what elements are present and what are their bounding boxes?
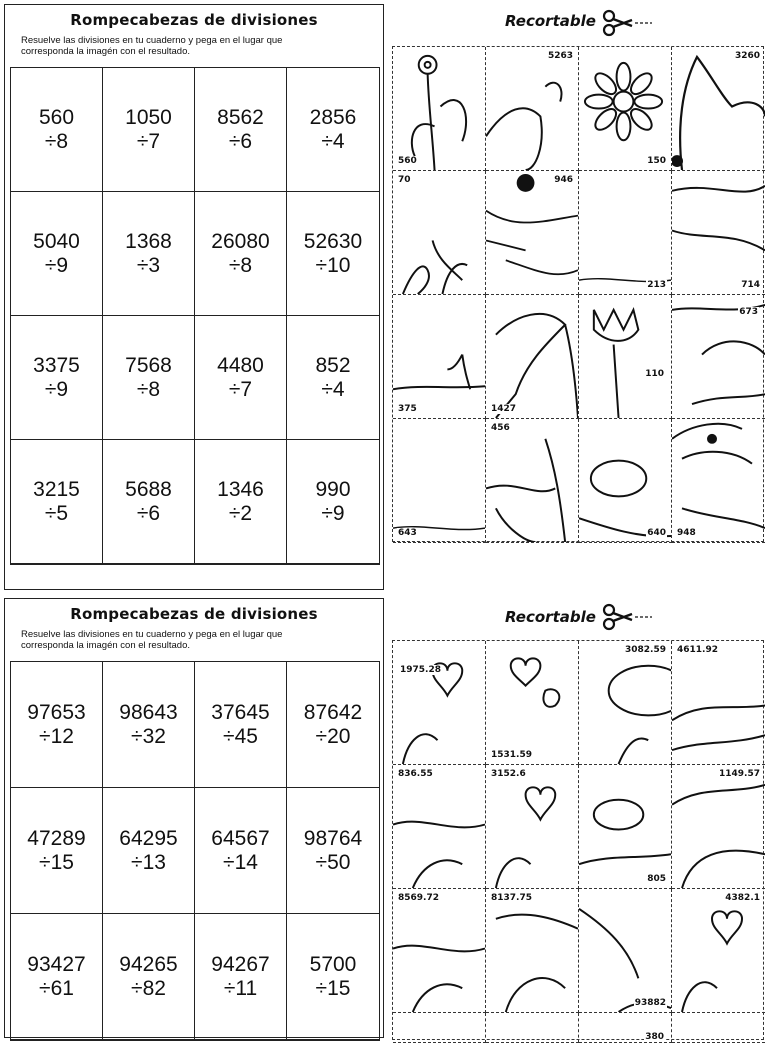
divisor: ÷4 [321, 377, 345, 401]
worksheet-title: Rompecabezas de divisiones [70, 605, 318, 623]
puzzle-piece [579, 171, 672, 295]
division-problem [195, 788, 287, 914]
divisor: ÷2 [228, 501, 253, 525]
puzzle-piece [393, 1013, 486, 1043]
dividend: 37645 [211, 700, 270, 724]
puzzle-piece [672, 171, 765, 295]
division-grid [10, 661, 380, 1041]
piece-answer-label: 1531.59 [491, 750, 532, 760]
division-problem [11, 68, 103, 192]
division-problem [287, 440, 379, 564]
puzzle-piece [579, 47, 672, 171]
dividend: 5700 [309, 952, 357, 976]
piece-answer-label: 8137.75 [491, 893, 532, 903]
division-problem [103, 662, 195, 788]
division-problem [103, 192, 195, 316]
division-problem [195, 662, 287, 788]
dividend: 560 [38, 105, 75, 129]
puzzle-piece [579, 641, 672, 765]
dividend: 1346 [217, 477, 264, 501]
division-problem [103, 788, 195, 914]
division-problem [195, 68, 287, 192]
scissors-icon [602, 602, 654, 636]
piece-answer-label: 948 [677, 528, 696, 538]
dividend: 7568 [125, 353, 172, 377]
divisor: ÷9 [321, 501, 345, 525]
piece-answer-label: 5263 [547, 51, 573, 61]
dividend: 8562 [217, 105, 264, 129]
dividend: 3215 [33, 477, 80, 501]
puzzle-piece [486, 641, 579, 765]
dividend: 93427 [27, 952, 86, 976]
divisor: ÷5 [44, 501, 69, 525]
dividend: 52630 [303, 229, 363, 253]
puzzle-piece [672, 1013, 765, 1043]
division-problem [195, 914, 287, 1040]
puzzle-piece [579, 889, 672, 1013]
dividend: 47289 [27, 826, 86, 850]
dividend: 2856 [309, 105, 357, 129]
dividend: 98643 [119, 700, 178, 724]
piece-answer-label: 8569.72 [398, 893, 439, 903]
dividend: 990 [315, 477, 351, 501]
puzzle-piece [672, 641, 765, 765]
dividend: 1368 [125, 229, 172, 253]
division-problem [11, 192, 103, 316]
puzzle-piece [486, 765, 579, 889]
worksheet-instructions: Resuelve las divisiones en tu cuaderno y pega en el lugar que corresponda la imagén con el resultado. [21, 35, 283, 57]
worksheet-instructions: Resuelve las divisiones en tu cuaderno y pega en el lugar que corresponda la imagén con el resultado. [21, 629, 283, 651]
division-problem [103, 914, 195, 1040]
puzzle-piece [486, 47, 579, 171]
puzzle-piece [579, 765, 672, 889]
division-problem [195, 440, 287, 564]
dividend: 94265 [119, 952, 178, 976]
piece-answer-label: 1427 [491, 404, 517, 414]
piece-answer-label: 380 [645, 1032, 664, 1042]
puzzle-piece [486, 171, 579, 295]
divisor: ÷82 [131, 976, 166, 1000]
scissors-icon [602, 8, 654, 42]
puzzle-piece [393, 171, 486, 295]
piece-answer-label: 836.55 [398, 769, 433, 779]
divisor: ÷4 [321, 129, 345, 153]
division-problem [195, 192, 287, 316]
divisor: ÷14 [223, 850, 258, 874]
puzzle-piece [672, 419, 765, 543]
division-problem [287, 316, 379, 440]
piece-answer-label: 4611.92 [677, 645, 718, 655]
piece-answer-label: 1149.57 [719, 769, 760, 779]
divisor: ÷8 [44, 129, 69, 153]
dividend: 26080 [211, 229, 270, 253]
piece-answer-label: 375 [398, 404, 417, 414]
piece-answer-label: 3260 [734, 51, 760, 61]
puzzle-piece [393, 419, 486, 543]
puzzle-piece [486, 295, 579, 419]
piece-answer-label: 1975.28 [400, 665, 441, 675]
recortable-heading: Recortable [505, 12, 596, 30]
dividend: 64567 [211, 826, 270, 850]
puzzle-piece [486, 419, 579, 543]
divisor: ÷50 [315, 850, 351, 874]
puzzle-piece [393, 889, 486, 1013]
recortable-heading: Recortable [505, 608, 596, 626]
puzzle-piece [672, 295, 765, 419]
dividend: 98764 [303, 826, 363, 850]
dividend: 852 [315, 353, 351, 377]
division-problem [11, 440, 103, 564]
divisor: ÷10 [315, 253, 351, 277]
piece-answer-label: 456 [491, 423, 510, 433]
piece-answer-label: 93882 [634, 998, 666, 1008]
dividend: 5688 [125, 477, 172, 501]
piece-answer-label: 643 [398, 528, 417, 538]
puzzle-piece [393, 295, 486, 419]
dividend: 4480 [217, 353, 264, 377]
divisor: ÷32 [131, 724, 166, 748]
divisor: ÷6 [136, 501, 161, 525]
divisor: ÷8 [136, 377, 161, 401]
piece-answer-label: 640 [647, 528, 666, 538]
puzzle-piece [579, 295, 672, 419]
worksheet-top [4, 4, 384, 590]
divisor: ÷9 [44, 377, 69, 401]
puzzle-piece [486, 889, 579, 1013]
division-problem [287, 68, 379, 192]
division-problem [11, 662, 103, 788]
dividend: 64295 [119, 826, 178, 850]
puzzle-piece [579, 1013, 672, 1043]
puzzle-piece [393, 765, 486, 889]
divisor: ÷3 [136, 253, 161, 277]
piece-answer-label: 673 [739, 307, 758, 317]
puzzle-piece [579, 419, 672, 543]
divisor: ÷6 [228, 129, 253, 153]
puzzle-piece [672, 765, 765, 889]
divisor: ÷45 [223, 724, 258, 748]
dividend: 97653 [27, 700, 86, 724]
piece-answer-label: 805 [647, 874, 666, 884]
dividend: 1050 [125, 105, 172, 129]
puzzle-piece [486, 1013, 579, 1043]
divisor: ÷12 [39, 724, 74, 748]
puzzle-pieces [392, 46, 764, 542]
dividend: 94267 [211, 952, 270, 976]
divisor: ÷8 [228, 253, 253, 277]
divisor: ÷11 [223, 976, 258, 1000]
piece-answer-label: 150 [647, 156, 666, 166]
division-problem [287, 662, 379, 788]
piece-answer-label: 3152.6 [491, 769, 526, 779]
dividend: 5040 [33, 229, 80, 253]
divisor: ÷61 [39, 976, 74, 1000]
division-problem [287, 788, 379, 914]
piece-answer-label: 3082.59 [625, 645, 666, 655]
division-problem [195, 316, 287, 440]
divisor: ÷15 [315, 976, 351, 1000]
division-problem [103, 440, 195, 564]
puzzle-piece [672, 889, 765, 1013]
dividend: 3375 [33, 353, 80, 377]
division-problem [103, 316, 195, 440]
division-problem [11, 914, 103, 1040]
piece-answer-label: 714 [741, 280, 760, 290]
piece-answer-label: 560 [398, 156, 417, 166]
division-problem [287, 192, 379, 316]
piece-answer-label: 213 [647, 280, 666, 290]
puzzle-pieces [392, 640, 764, 1040]
piece-answer-label: 946 [554, 175, 573, 185]
puzzle-piece [393, 47, 486, 171]
dividend: 87642 [303, 700, 363, 724]
division-grid [10, 67, 380, 565]
worksheet-title: Rompecabezas de divisiones [70, 11, 318, 29]
divisor: ÷9 [44, 253, 69, 277]
division-problem [11, 316, 103, 440]
piece-answer-label: 4382.1 [725, 893, 760, 903]
division-problem [11, 788, 103, 914]
divisor: ÷7 [136, 129, 161, 153]
divisor: ÷20 [315, 724, 351, 748]
divisor: ÷15 [39, 850, 74, 874]
divisor: ÷13 [131, 850, 166, 874]
division-problem [287, 914, 379, 1040]
piece-answer-label: 110 [645, 369, 664, 379]
piece-answer-label: 70 [398, 175, 411, 185]
division-problem [103, 68, 195, 192]
puzzle-piece [393, 641, 486, 765]
divisor: ÷7 [228, 377, 253, 401]
worksheet-bottom [4, 598, 384, 1038]
puzzle-piece [672, 47, 765, 171]
